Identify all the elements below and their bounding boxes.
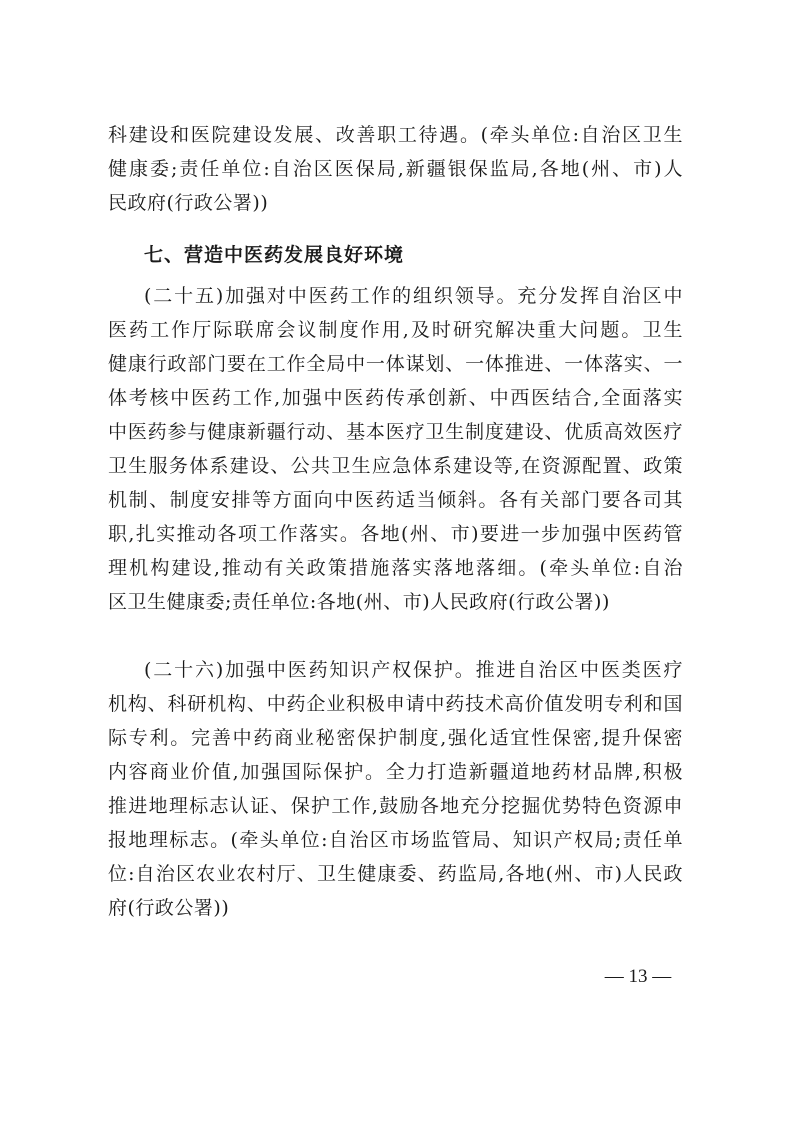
paragraph-line: 职,扎实推动各项工作落实。各地(州、市)要进一步加强中医药管	[108, 523, 683, 545]
paragraph-line: 府(行政公署))	[108, 897, 230, 919]
paragraph-line: 报地理标志。(牵头单位:自治区市场监管局、知识产权局;责任单	[108, 829, 683, 851]
paragraph-line: 机构、科研机构、中药企业积极申请中药技术高价值发明专利和国	[108, 693, 683, 715]
section-heading: 七、营造中医药发展良好环境	[144, 244, 405, 266]
paragraph-line: 体考核中医药工作,加强中医药传承创新、中西医结合,全面落实	[108, 387, 683, 409]
paragraph-line: 机制、制度安排等方面向中医药适当倾斜。各有关部门要各司其	[108, 489, 683, 511]
paragraph-line: 科建设和医院建设发展、改善职工待遇。(牵头单位:自治区卫生	[108, 124, 683, 146]
paragraph-line: 推进地理标志认证、保护工作,鼓励各地充分挖掘优势特色资源申	[108, 795, 683, 817]
paragraph-line: (二十六)加强中医药知识产权保护。推进自治区中医类医疗	[144, 659, 683, 681]
paragraph-line: 中医药参与健康新疆行动、基本医疗卫生制度建设、优质高效医疗	[108, 421, 683, 443]
paragraph-line: 健康委;责任单位:自治区医保局,新疆银保监局,各地(州、市)人	[108, 158, 683, 180]
paragraph-line: 医药工作厅际联席会议制度作用,及时研究解决重大问题。卫生	[108, 319, 683, 341]
paragraph-line: 民政府(行政公署))	[108, 192, 269, 214]
paragraph-line: 区卫生健康委;责任单位:各地(州、市)人民政府(行政公署))	[108, 591, 610, 613]
paragraph-line: 内容商业价值,加强国际保护。全力打造新疆道地药材品牌,积极	[108, 761, 683, 783]
paragraph-line: 健康行政部门要在工作全局中一体谋划、一体推进、一体落实、一	[108, 353, 683, 375]
paragraph-line: 理机构建设,推动有关政策措施落实落地落细。(牵头单位:自治	[108, 557, 683, 579]
page-number: — 13 —	[604, 966, 672, 987]
paragraph-line: 际专利。完善中药商业秘密保护制度,强化适宜性保密,提升保密	[108, 727, 683, 749]
paragraph-line: (二十五)加强对中医药工作的组织领导。充分发挥自治区中	[144, 285, 683, 307]
paragraph-line: 卫生服务体系建设、公共卫生应急体系建设等,在资源配置、政策	[108, 455, 683, 477]
paragraph-line: 位:自治区农业农村厅、卫生健康委、药监局,各地(州、市)人民政	[108, 863, 683, 885]
